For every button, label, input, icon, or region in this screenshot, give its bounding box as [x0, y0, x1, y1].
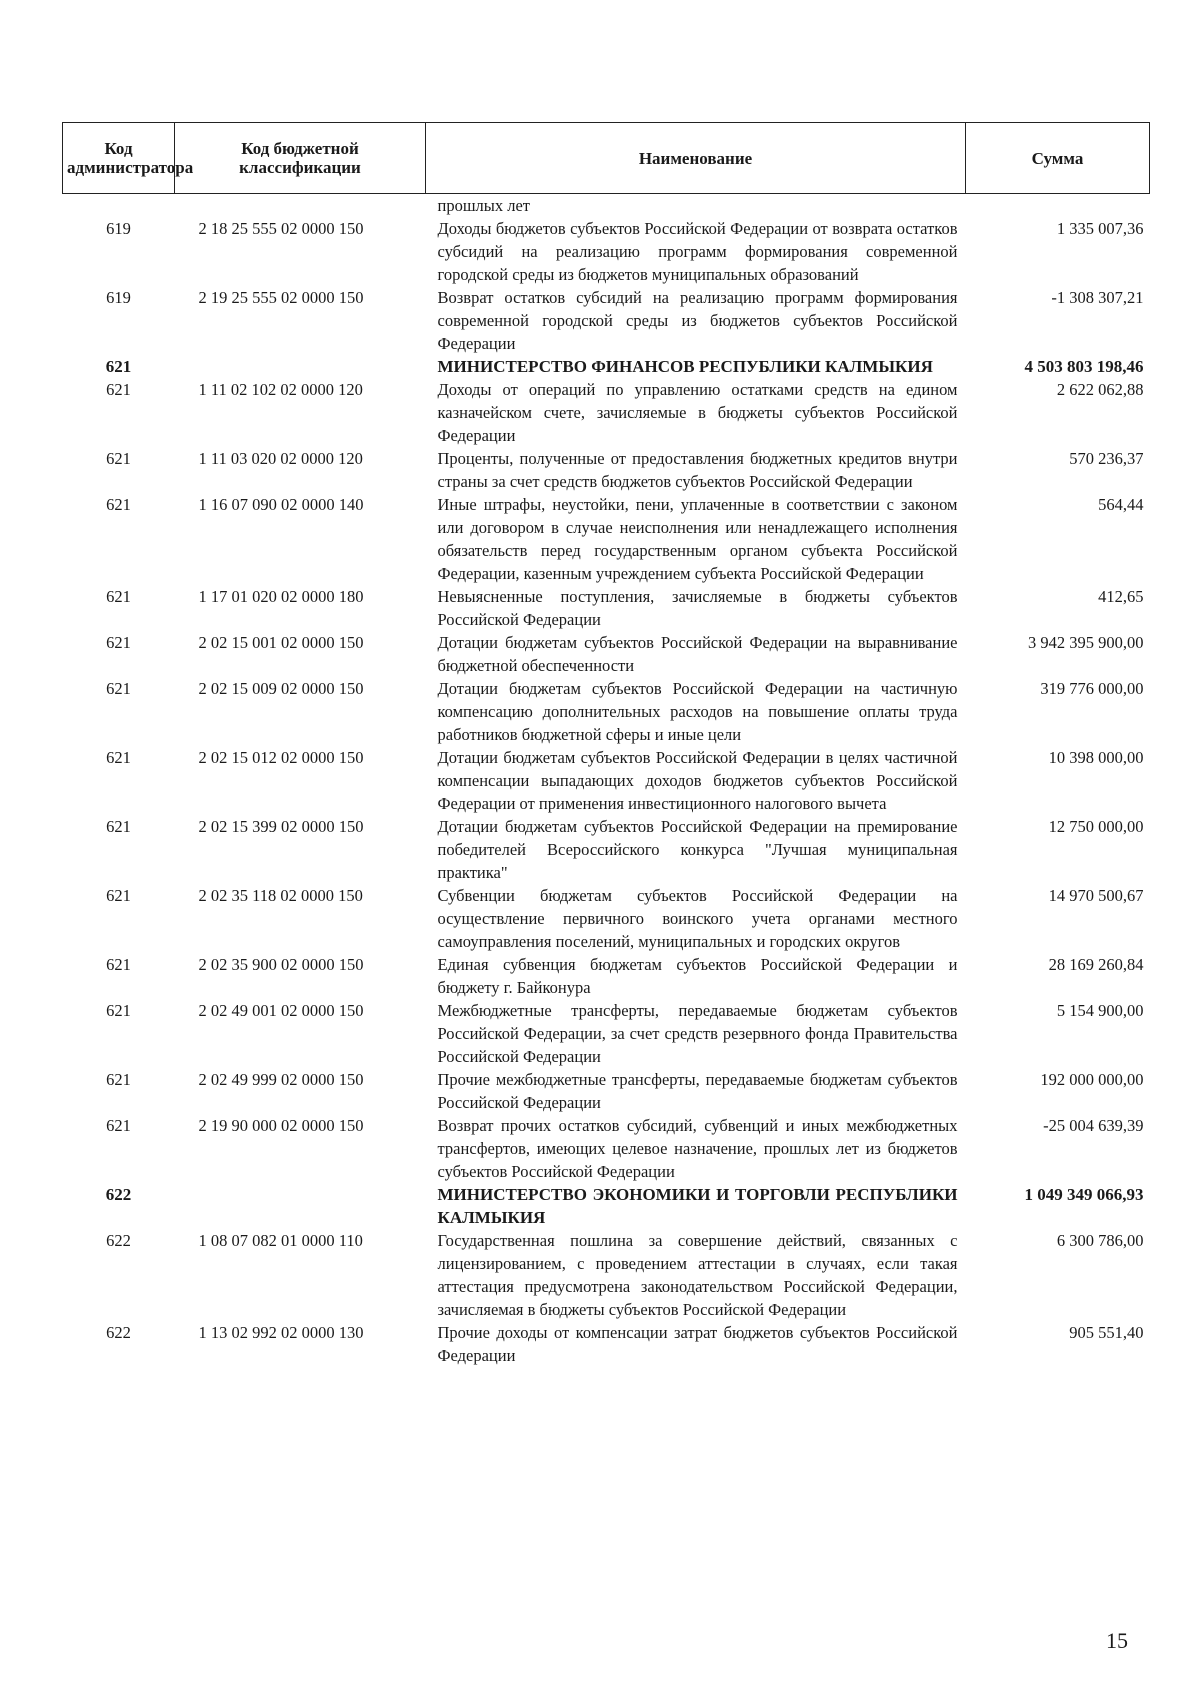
name-cell: Дотации бюджетам субъектов Российской Федерации на частичную компенсацию дополнительных расходов на повышение оплаты труда работников бюджетной сферы и иные цели [437, 679, 958, 744]
admin-code-cell: 621 [106, 380, 131, 399]
header-sum: Сумма [966, 123, 1150, 194]
table-row [63, 953, 1150, 999]
budget-code-cell [175, 194, 426, 218]
admin-code-cell: 621 [106, 587, 131, 606]
name-cell: Дотации бюджетам субъектов Российской Федерации на премирование победителей Всероссийского конкурса "Лучшая муниципальная практика" [437, 817, 958, 882]
sum-cell: 570 236,37 [1069, 449, 1144, 468]
name-cell: Субвенции бюджетам субъектов Российской Федерации на осуществление первичного воинского учета органами местного самоуправления поселений, муниципальных и городских округов [437, 886, 958, 951]
name-cell: Проценты, полученные от предоставления бюджетных кредитов внутри страны за счет средств бюджетов субъектов Российской Федерации [437, 449, 958, 491]
admin-code-cell: 621 [106, 679, 131, 698]
admin-code-cell: 621 [106, 1116, 131, 1135]
ministry-row [63, 1183, 1150, 1229]
sum-cell: 1 049 349 066,93 [1024, 1185, 1144, 1204]
sum-cell: 4 503 803 198,46 [1024, 357, 1144, 376]
budget-code-cell: 1 13 02 992 02 0000 130 [198, 1323, 364, 1342]
budget-code-cell: 2 02 15 009 02 0000 150 [198, 679, 364, 698]
budget-code-cell: 2 02 49 999 02 0000 150 [198, 1070, 364, 1089]
table-header [63, 123, 1150, 194]
admin-code-cell: 621 [106, 1070, 131, 1089]
sum-cell [966, 194, 1150, 218]
name-cell: Межбюджетные трансферты, передаваемые бюджетам субъектов Российской Федерации, за счет средств резервного фонда Правительства Российской Федерации [437, 1001, 958, 1066]
name-cell: Невыясненные поступления, зачисляемые в бюджеты субъектов Российской Федерации [437, 587, 958, 629]
budget-code-cell: 1 16 07 090 02 0000 140 [198, 495, 364, 514]
admin-code-cell: 621 [106, 449, 131, 468]
name-cell: Государственная пошлина за совершение действий, связанных с лицензированием, с проведением аттестации в случаях, если такая аттестация предусмотрена законодательством Российской Федерации, зачисляемая в бюджеты субъектов Российской Федерации [437, 1231, 958, 1319]
sum-cell: 14 970 500,67 [1048, 886, 1144, 905]
admin-code-cell: 621 [106, 633, 131, 652]
page-number: 15 [1106, 1628, 1128, 1653]
budget-code-cell: 2 02 15 012 02 0000 150 [198, 748, 364, 767]
admin-code-cell [63, 194, 175, 218]
table-row [63, 286, 1150, 355]
sum-cell: 564,44 [1098, 495, 1144, 514]
admin-code-cell: 622 [105, 1185, 132, 1204]
budget-code-cell [175, 1183, 426, 1229]
name-cell: МИНИСТЕРСТВО ЭКОНОМИКИ И ТОРГОВЛИ РЕСПУБЛИКИ КАЛМЫКИЯ [437, 1185, 958, 1227]
sum-cell: 12 750 000,00 [1048, 817, 1144, 836]
admin-code-cell: 619 [106, 219, 131, 238]
name-cell: Прочие межбюджетные трансферты, передаваемые бюджетам субъектов Российской Федерации [437, 1070, 958, 1112]
admin-code-cell: 622 [106, 1323, 131, 1342]
table-body [63, 194, 1150, 1368]
sum-cell: 319 776 000,00 [1040, 679, 1144, 698]
budget-code-cell: 2 02 35 900 02 0000 150 [198, 955, 364, 974]
table-row [63, 194, 1150, 218]
table-row [63, 1321, 1150, 1367]
sum-cell: 10 398 000,00 [1048, 748, 1144, 767]
sum-cell: 192 000 000,00 [1040, 1070, 1144, 1089]
budget-code-cell: 1 08 07 082 01 0000 110 [198, 1231, 363, 1250]
admin-code-cell: 619 [106, 288, 131, 307]
budget-code-cell: 2 02 35 118 02 0000 150 [198, 886, 363, 905]
table-row [63, 217, 1150, 286]
name-cell: Возврат прочих остатков субсидий, субвенций и иных межбюджетных трансфертов, имеющих целевое назначение, прошлых лет из бюджетов субъектов Российской Федерации [437, 1116, 958, 1181]
budget-code-cell: 1 11 02 102 02 0000 120 [198, 380, 363, 399]
header-budget-code: Код бюджетной классификации [175, 123, 426, 194]
table-row [63, 447, 1150, 493]
header-name: Наименование [426, 123, 966, 194]
name-cell: Доходы от операций по управлению остатками средств на едином казначейском счете, зачисляемые в бюджеты субъектов Российской Федерации [437, 380, 958, 445]
table-row [63, 378, 1150, 447]
table-row [63, 1068, 1150, 1114]
header-admin-code: Код администратора [63, 123, 175, 194]
budget-code-cell: 1 17 01 020 02 0000 180 [198, 587, 364, 606]
sum-cell: 2 622 062,88 [1056, 380, 1144, 399]
admin-code-cell: 621 [106, 1001, 131, 1020]
table-row [63, 999, 1150, 1068]
budget-code-cell: 1 11 03 020 02 0000 120 [198, 449, 363, 468]
table-row [63, 884, 1150, 953]
budget-code-cell: 2 18 25 555 02 0000 150 [198, 219, 364, 238]
ministry-row [63, 355, 1150, 378]
table-row [63, 493, 1150, 585]
admin-code-cell: 622 [106, 1231, 131, 1250]
admin-code-cell: 621 [106, 817, 131, 836]
sum-cell: 905 551,40 [1069, 1323, 1144, 1342]
admin-code-cell: 621 [106, 955, 131, 974]
table-row [63, 631, 1150, 677]
budget-code-cell: 2 02 49 001 02 0000 150 [198, 1001, 364, 1020]
name-cell: Иные штрафы, неустойки, пени, уплаченные в соответствии с законом или договором в случае неисполнения или ненадлежащего исполнения обязательств перед государственным органом субъекта Российской Федерации, казенным учреждением субъекта Российской Федерации [437, 495, 958, 583]
name-cell: Доходы бюджетов субъектов Российской Федерации от возврата остатков субсидий на реализацию программ формирования современной городской среды из бюджетов муниципальных образований [437, 219, 958, 284]
admin-code-cell: 621 [105, 357, 132, 376]
sum-cell: -25 004 639,39 [1043, 1116, 1144, 1135]
budget-code-cell: 2 19 25 555 02 0000 150 [198, 288, 364, 307]
budget-table-sheet [62, 122, 1149, 1367]
name-cell: Дотации бюджетам субъектов Российской Федерации в целях частичной компенсации выпадающих доходов бюджетов субъектов Российской Федерации от применения инвестиционного налогового вычета [437, 748, 958, 813]
sum-cell: -1 308 307,21 [1051, 288, 1144, 307]
table-row [63, 1114, 1150, 1183]
sum-cell: 412,65 [1098, 587, 1144, 606]
budget-revenue-table [62, 122, 1150, 1367]
name-cell: МИНИСТЕРСТВО ФИНАНСОВ РЕСПУБЛИКИ КАЛМЫКИЯ [437, 357, 933, 376]
name-cell: Единая субвенция бюджетам субъектов Российской Федерации и бюджету г. Байконура [437, 955, 958, 997]
admin-code-cell: 621 [106, 886, 131, 905]
admin-code-cell: 621 [106, 748, 131, 767]
name-cell: Прочие доходы от компенсации затрат бюджетов субъектов Российской Федерации [437, 1323, 958, 1365]
sum-cell: 28 169 260,84 [1048, 955, 1144, 974]
sum-cell: 1 335 007,36 [1056, 219, 1144, 238]
table-row [63, 585, 1150, 631]
budget-code-cell: 2 19 90 000 02 0000 150 [198, 1116, 364, 1135]
budget-code-cell: 2 02 15 399 02 0000 150 [198, 817, 364, 836]
budget-code-cell: 2 02 15 001 02 0000 150 [198, 633, 364, 652]
table-row [63, 815, 1150, 884]
budget-code-cell [175, 355, 426, 378]
sum-cell: 6 300 786,00 [1056, 1231, 1144, 1250]
sum-cell: 5 154 900,00 [1056, 1001, 1144, 1020]
name-cell: прошлых лет [437, 196, 530, 215]
name-cell: Дотации бюджетам субъектов Российской Федерации на выравнивание бюджетной обеспеченности [437, 633, 958, 675]
sum-cell: 3 942 395 900,00 [1028, 633, 1144, 652]
table-row [63, 677, 1150, 746]
table-row [63, 1229, 1150, 1321]
table-row [63, 746, 1150, 815]
admin-code-cell: 621 [106, 495, 131, 514]
name-cell: Возврат остатков субсидий на реализацию программ формирования современной городской среды из бюджетов субъектов Российской Федерации [437, 288, 958, 353]
